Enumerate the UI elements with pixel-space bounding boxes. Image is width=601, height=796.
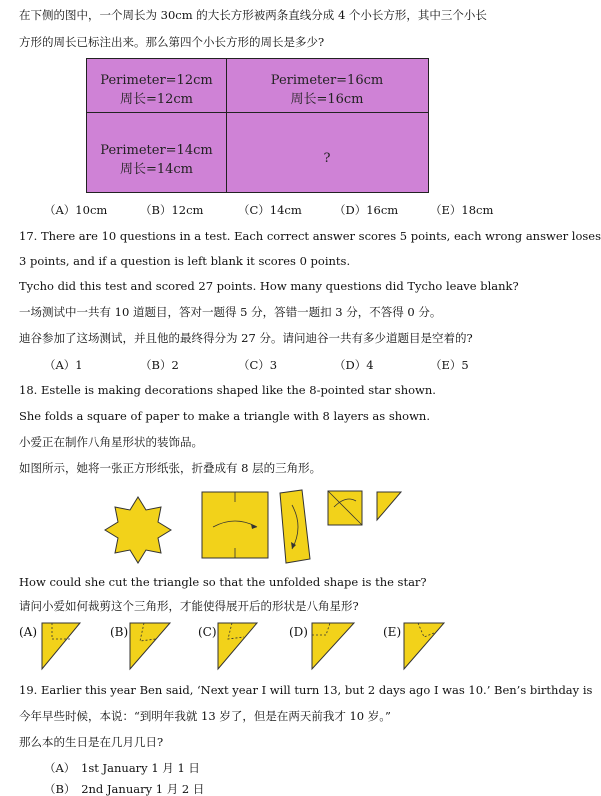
q18-option-e-label[interactable]: (E) xyxy=(383,625,402,639)
q17-line1: 17. There are 10 questions in a test. Each correct answer scores 5 points, each wrong answer loses xyxy=(19,229,601,243)
q17-option-c[interactable]: （C）3 xyxy=(238,358,278,372)
option-d-triangle-icon[interactable] xyxy=(312,623,354,669)
q17-line4: 一场测试中一共有 10 道题目，答对一题得 5 分，答错一题扣 3 分，不答得 0 分。 xyxy=(19,305,442,319)
cell-top-right-zh: 周长=16cm xyxy=(290,92,364,107)
q16-option-a[interactable]: （A）10cm xyxy=(44,203,108,217)
q19-line3: 那么本的生日是在几月几日? xyxy=(19,735,164,749)
cell-bottom-left xyxy=(87,141,226,179)
option-b-triangle-icon[interactable] xyxy=(130,623,170,669)
q18-line6: 请问小爱如何裁剪这个三角形，才能使得展开后的形状是八角星形? xyxy=(19,599,359,613)
q16-intro-line2: 方形的周长已标注出来。那么第四个小长方形的周长是多少? xyxy=(19,35,325,49)
cell-top-left-zh: 周长=12cm xyxy=(119,92,194,107)
q18-line5: How could she cut the triangle so that the unfolded shape is the star? xyxy=(19,575,427,589)
q17-option-b[interactable]: （B）2 xyxy=(140,358,179,372)
q18-line3: 小爱正在制作八角星形状的装饰品。 xyxy=(19,435,203,449)
perimeter-rectangle-figure xyxy=(86,58,429,193)
folding-sequence-figure xyxy=(0,487,509,567)
q18-line2: She folds a square of paper to make a triangle with 8 layers as shown. xyxy=(19,409,430,423)
q16-intro-line1: 在下侧的图中，一个周长为 30cm 的大长方形被两条直线分成 4 个小长方形，其中三个小长 xyxy=(19,8,487,22)
square-paper-icon xyxy=(202,492,268,558)
q18-option-a-label[interactable]: (A) xyxy=(19,625,38,639)
rectangle-horizontal-divider xyxy=(87,112,428,113)
cell-bottom-left-zh: 周长=14cm xyxy=(119,162,194,177)
q17-option-e[interactable]: （E）5 xyxy=(430,358,469,372)
cut-options-figure xyxy=(0,621,509,671)
q18-line4: 如图所示，她将一张正方形纸张，折叠成有 8 层的三角形。 xyxy=(19,461,322,475)
q17-line2: 3 points, and if a question is left blank it scores 0 points. xyxy=(19,254,351,268)
option-e-triangle-icon[interactable] xyxy=(404,623,444,669)
q18-option-b-label[interactable]: (B) xyxy=(110,625,129,639)
q19-line1: 19. Earlier this year Ben said, ‘Next year I will turn 13, but 2 days ago I was 10.’ Ben’s birthday is xyxy=(19,683,593,697)
q17-line5: 迪谷参加了这场测试，并且他的最终得分为 27 分。请问迪谷一共有多少道题目是空着的? xyxy=(19,331,473,345)
q17-line3: Tycho did this test and scored 27 points. How many questions did Tycho leave blank? xyxy=(19,279,519,293)
quarter-folded-paper-icon xyxy=(328,491,362,525)
cell-top-left xyxy=(87,71,226,109)
q18-option-d-label[interactable]: (D) xyxy=(289,625,308,639)
q19-option-b[interactable]: （B） 2nd January 1 月 2 日 xyxy=(44,782,205,796)
q18-line1: 18. Estelle is making decorations shaped like the 8-pointed star shown. xyxy=(19,383,436,397)
eight-pointed-star-icon xyxy=(105,497,171,563)
q19-option-a[interactable]: （A） 1st January 1 月 1 日 xyxy=(44,761,200,775)
q17-option-a[interactable]: （A）1 xyxy=(44,358,83,372)
cell-top-left-en: Perimeter=12cm xyxy=(100,73,213,88)
q17-option-d[interactable]: （D）4 xyxy=(334,358,374,372)
cell-top-right-en: Perimeter=16cm xyxy=(270,73,384,88)
half-folded-paper-icon xyxy=(280,490,310,563)
eight-layer-triangle-icon xyxy=(377,492,401,520)
q16-option-b[interactable]: （B）12cm xyxy=(140,203,204,217)
cell-top-right xyxy=(227,71,427,109)
q19-line2: 今年早些时候，本说：“到明年我就 13 岁了，但是在两天前我才 10 岁。” xyxy=(19,709,391,723)
option-a-triangle-icon[interactable] xyxy=(42,623,80,669)
q16-option-d[interactable]: （D）16cm xyxy=(334,203,399,217)
option-c-triangle-icon[interactable] xyxy=(218,623,257,669)
q16-option-e[interactable]: （E）18cm xyxy=(430,203,494,217)
q18-option-c-label[interactable]: (C) xyxy=(198,625,217,639)
q16-option-c[interactable]: （C）14cm xyxy=(238,203,302,217)
cell-bottom-left-en: Perimeter=14cm xyxy=(100,143,213,158)
cell-bottom-right: ? xyxy=(323,151,331,166)
